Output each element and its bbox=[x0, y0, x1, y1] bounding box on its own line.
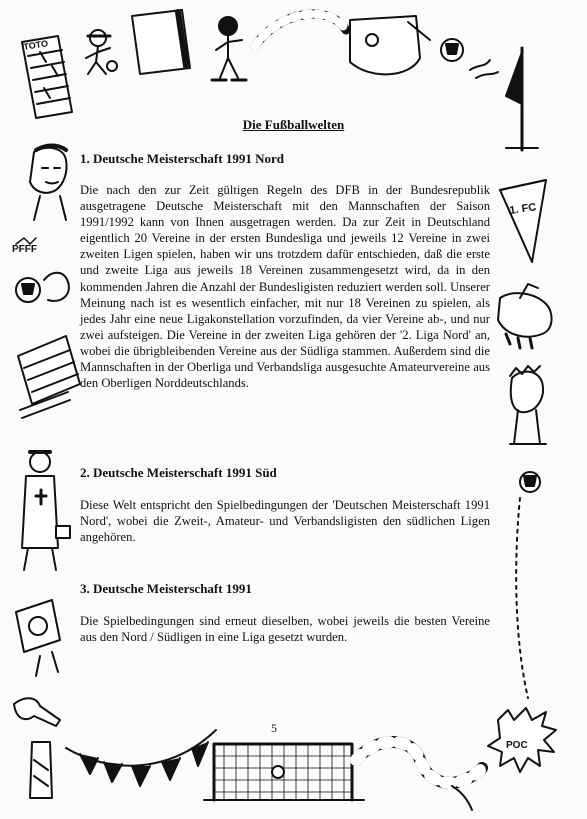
referee-cartoon bbox=[86, 30, 117, 74]
goal-net-illustration bbox=[204, 744, 364, 800]
page-number: 5 bbox=[271, 721, 277, 735]
section-body-3: Die Spielbedingungen sind erneut dieselben, wobei jeweils die besten Vereine aus den Nord / Südligen in eine Liga gesetzt wurden. bbox=[80, 614, 490, 645]
section-heading-3: 3. Deutsche Meisterschaft 1991 bbox=[80, 581, 252, 596]
pennant-illustration-right bbox=[500, 180, 546, 262]
section-body-1: Die nach den zur Zeit gültigen Regeln des DFB in der Bundesrepublik ausgetragene Deutsche Meisterschaft mit den Mannschaften der Saison 1991/1992 kann von Ihnen ausgetragen werden. Da zur Zeit in Deutschland eigentlich 20 Vereine in der ersten Bundesliga und jeweils 12 Vereine in zwei zweiten Ligen spielen, haben wir uns trotzdem dafür entschieden, daß die erste und zweite Liga aus jeweils 18 Vereinen zusammengesetzt wird, da in den kommenden Jahren die Anzahl der Bundesligisten reduziert werden soll. Unserer Meinung nach ist es wesentlich einfacher, mit nur 18 Vereinen zu spielen, als jedes Jahr eine neue Ligakonstellation vorzufinden, da vier Vereine ab-, und nur zwei aufsteigen. Die Vereine in der zweiten Liga gehören der '2. Liga Nord' an, wobei die übrigbleibenden Vereine aus der Südliga stammen. Außerdem sind die Mannschaften in der Oberliga und Verbandsliga ausgesuchte Amateurvereine aus den Oberligen Norddeutschlands. bbox=[80, 183, 490, 391]
section-body-2: Diese Welt entspricht den Spielbedingungen der 'Deutschen Meisterschaft 1991 Nord', wobei die Zweit-, Amateur- und Verbandsligisten den südlichen Ligen angehören. bbox=[80, 498, 490, 545]
section-heading-1: 1. Deutsche Meisterschaft 1991 Nord bbox=[80, 151, 284, 166]
cartoon-exclamation: PFFF bbox=[12, 244, 37, 255]
horn-bottle-cartoon-left bbox=[14, 698, 60, 798]
toto-card-label: TOTO bbox=[22, 38, 49, 52]
doctor-cartoon-left bbox=[22, 452, 70, 570]
player-cartoon bbox=[212, 17, 246, 80]
page-title: Die Fußballwelten bbox=[242, 117, 345, 132]
pop-label: POC bbox=[506, 740, 528, 751]
whistle-illustration bbox=[350, 16, 430, 74]
section-heading-2: 2. Deutsche Meisterschaft 1991 Süd bbox=[80, 465, 277, 480]
fan-cartoon-left-1 bbox=[30, 146, 67, 221]
bouncing-ball-right bbox=[516, 472, 540, 698]
pennant-label: 1. FC bbox=[508, 201, 538, 217]
camera-cartoon-left bbox=[16, 600, 60, 676]
flag-board-illustration bbox=[132, 10, 190, 74]
corner-flag-illustration bbox=[506, 48, 538, 150]
money-cartoon-left bbox=[18, 336, 80, 418]
scarf-illustration bbox=[255, 14, 346, 46]
striped-scarf-bottom bbox=[356, 742, 482, 810]
boot-cartoon-right bbox=[498, 284, 552, 348]
ball-illustration-top bbox=[441, 39, 498, 78]
fan-cartoon-right bbox=[510, 366, 546, 444]
bunting-illustration bbox=[66, 730, 216, 786]
